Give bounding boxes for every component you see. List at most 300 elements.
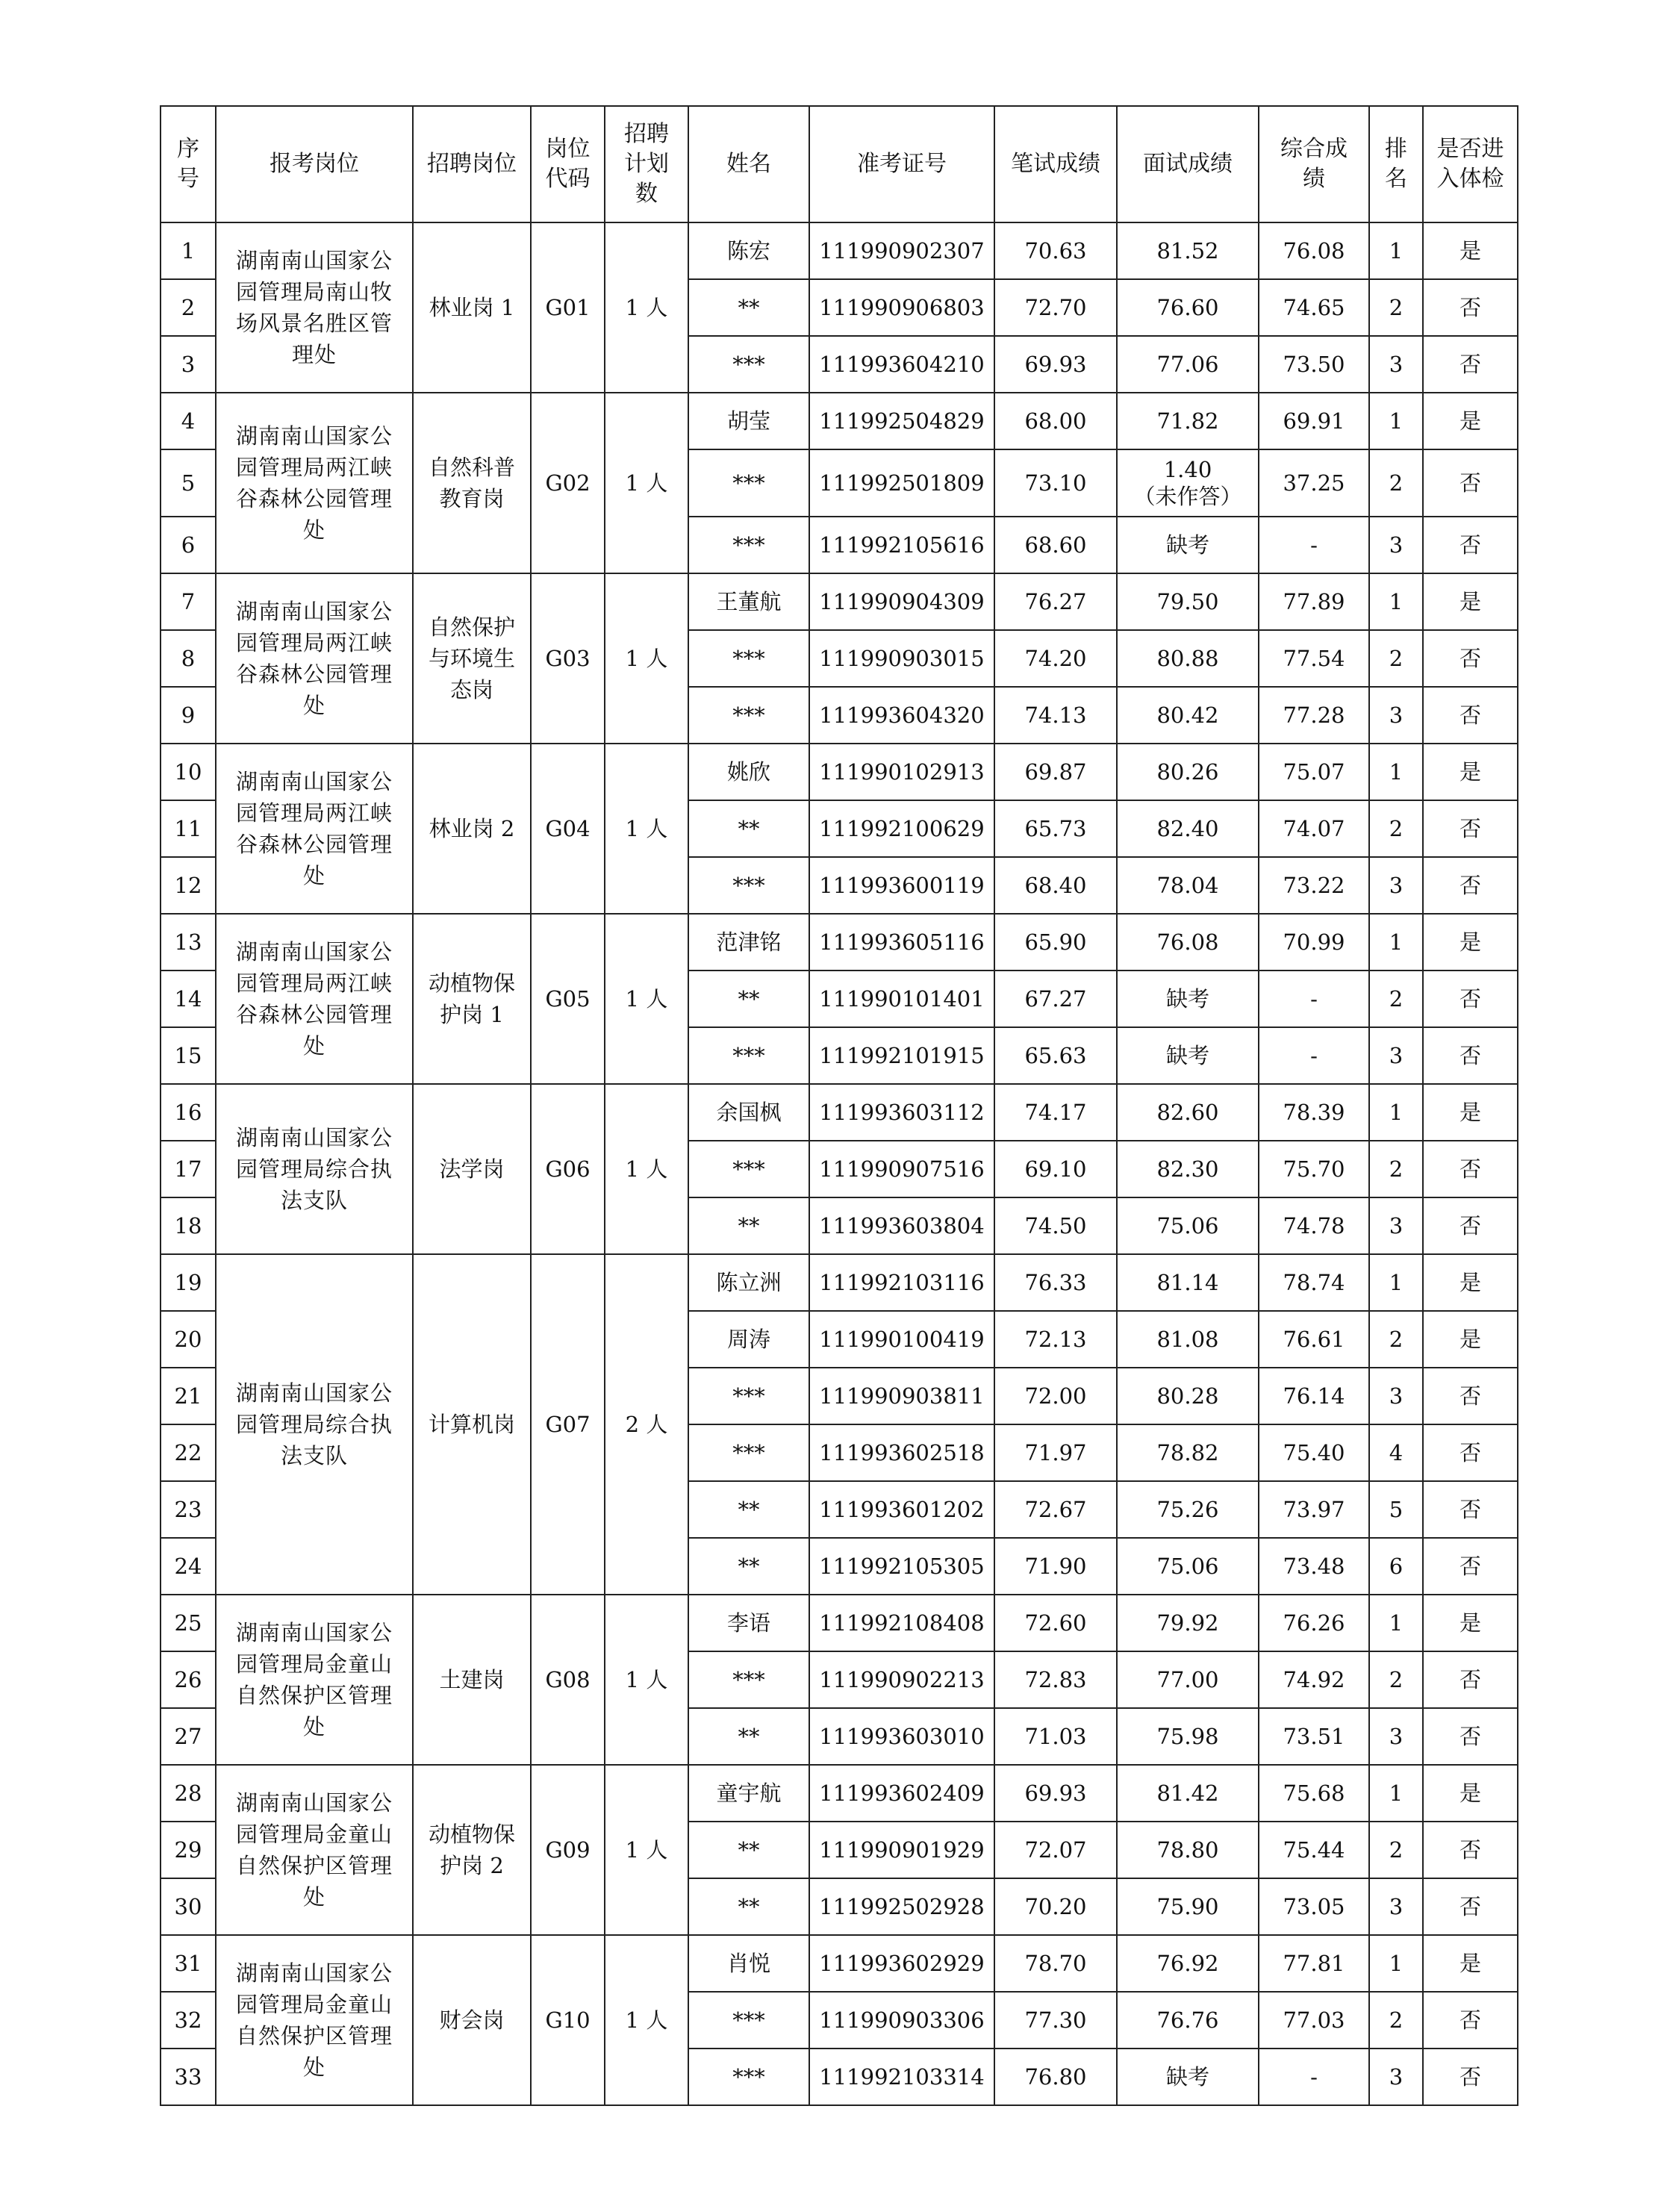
- ticket-cell: 111990902213: [809, 1651, 994, 1708]
- rank-cell: 1: [1369, 1084, 1423, 1141]
- rank-cell: 2: [1369, 630, 1423, 687]
- seq-cell: 12: [161, 857, 216, 914]
- interview-score-cell: 75.26: [1117, 1481, 1259, 1538]
- total-score-cell: 73.22: [1259, 857, 1369, 914]
- ticket-cell: 111990903015: [809, 630, 994, 687]
- name-cell: ***: [688, 1141, 809, 1197]
- table-row: [161, 222, 1518, 279]
- written-score-cell: 76.80: [994, 2049, 1117, 2105]
- physical-exam-cell: 否: [1423, 1481, 1518, 1538]
- name-cell: 周涛: [688, 1311, 809, 1368]
- ticket-cell: 111990101401: [809, 971, 994, 1027]
- interview-score-cell: 77.06: [1117, 336, 1259, 393]
- name-cell: 范津铭: [688, 914, 809, 971]
- table-row: [161, 1935, 1518, 1992]
- seq-cell: 31: [161, 1935, 216, 1992]
- seq-cell: 9: [161, 687, 216, 744]
- apply-post-cell: 湖南南山国家公园管理局两江峡谷森林公园管理处: [216, 914, 413, 1084]
- rank-cell: 3: [1369, 1708, 1423, 1765]
- total-score-cell: 76.14: [1259, 1368, 1369, 1424]
- results-table-body: [161, 222, 1518, 2105]
- ticket-cell: 111992103314: [809, 2049, 994, 2105]
- ticket-cell: 111993602929: [809, 1935, 994, 1992]
- ticket-cell: 111993605116: [809, 914, 994, 971]
- name-cell: 陈宏: [688, 222, 809, 279]
- interview-score-cell: 76.08: [1117, 914, 1259, 971]
- total-score-cell: 74.07: [1259, 800, 1369, 857]
- name-cell: 肖悦: [688, 1935, 809, 1992]
- seq-cell: 8: [161, 630, 216, 687]
- name-cell: **: [688, 1878, 809, 1935]
- total-score-cell: 77.54: [1259, 630, 1369, 687]
- plan-cell: 1 人: [605, 573, 688, 744]
- header-apply-post: 报考岗位: [216, 106, 413, 222]
- seq-cell: 23: [161, 1481, 216, 1538]
- ticket-cell: 111993602409: [809, 1765, 994, 1822]
- interview-score-cell: 82.40: [1117, 800, 1259, 857]
- rank-cell: 2: [1369, 1822, 1423, 1878]
- table-row: [161, 1084, 1518, 1141]
- seq-cell: 2: [161, 279, 216, 336]
- ticket-cell: 111992504829: [809, 393, 994, 449]
- interview-score-cell: 81.08: [1117, 1311, 1259, 1368]
- plan-cell: 1 人: [605, 1935, 688, 2105]
- plan-cell: 1 人: [605, 393, 688, 573]
- written-score-cell: 65.63: [994, 1027, 1117, 1084]
- written-score-cell: 70.63: [994, 222, 1117, 279]
- total-score-cell: 77.03: [1259, 1992, 1369, 2049]
- ticket-cell: 111990903306: [809, 1992, 994, 2049]
- apply-post-cell: 湖南南山国家公园管理局两江峡谷森林公园管理处: [216, 744, 413, 914]
- physical-exam-cell: 否: [1423, 1368, 1518, 1424]
- seq-cell: 26: [161, 1651, 216, 1708]
- rank-cell: 5: [1369, 1481, 1423, 1538]
- interview-score-cell: 71.82: [1117, 393, 1259, 449]
- name-cell: **: [688, 279, 809, 336]
- seq-cell: 22: [161, 1424, 216, 1481]
- physical-exam-cell: 否: [1423, 1822, 1518, 1878]
- interview-score-cell: 75.98: [1117, 1708, 1259, 1765]
- ticket-cell: 111992502928: [809, 1878, 994, 1935]
- written-score-cell: 68.60: [994, 517, 1117, 573]
- apply-post-cell: 湖南南山国家公园管理局两江峡谷森林公园管理处: [216, 573, 413, 744]
- physical-exam-cell: 否: [1423, 517, 1518, 573]
- apply-post-cell: 湖南南山国家公园管理局金童山自然保护区管理处: [216, 1595, 413, 1765]
- ticket-cell: 111992501809: [809, 449, 994, 517]
- total-score-cell: 76.26: [1259, 1595, 1369, 1651]
- seq-cell: 4: [161, 393, 216, 449]
- total-score-cell: 75.70: [1259, 1141, 1369, 1197]
- rank-cell: 3: [1369, 687, 1423, 744]
- total-score-cell: 70.99: [1259, 914, 1369, 971]
- interview-score-cell: 76.60: [1117, 279, 1259, 336]
- ticket-cell: 111990903811: [809, 1368, 994, 1424]
- rank-cell: 3: [1369, 336, 1423, 393]
- seq-cell: 33: [161, 2049, 216, 2105]
- interview-score-cell: 76.76: [1117, 1992, 1259, 2049]
- total-score-cell: 75.68: [1259, 1765, 1369, 1822]
- physical-exam-cell: 否: [1423, 971, 1518, 1027]
- physical-exam-cell: 否: [1423, 1878, 1518, 1935]
- ticket-cell: 111992100629: [809, 800, 994, 857]
- written-score-cell: 69.10: [994, 1141, 1117, 1197]
- table-row: [161, 744, 1518, 800]
- ticket-cell: 111992108408: [809, 1595, 994, 1651]
- rank-cell: 3: [1369, 2049, 1423, 2105]
- interview-score-cell: 82.60: [1117, 1084, 1259, 1141]
- ticket-cell: 111993600119: [809, 857, 994, 914]
- name-cell: 李语: [688, 1595, 809, 1651]
- written-score-cell: 78.70: [994, 1935, 1117, 1992]
- written-score-cell: 72.67: [994, 1481, 1117, 1538]
- physical-exam-cell: 否: [1423, 1141, 1518, 1197]
- recruit-post-cell: 自然科普教育岗: [413, 393, 531, 573]
- physical-exam-cell: 否: [1423, 1424, 1518, 1481]
- rank-cell: 1: [1369, 1254, 1423, 1311]
- post-code-cell: G10: [531, 1935, 605, 2105]
- recruit-post-cell: 自然保护与环境生态岗: [413, 573, 531, 744]
- name-cell: 胡莹: [688, 393, 809, 449]
- header-plan: 招聘计划数: [605, 106, 688, 222]
- plan-cell: 1 人: [605, 744, 688, 914]
- seq-cell: 6: [161, 517, 216, 573]
- table-row: [161, 1765, 1518, 1822]
- interview-score-cell: 80.88: [1117, 630, 1259, 687]
- table-row: [161, 1595, 1518, 1651]
- recruit-post-cell: 林业岗 2: [413, 744, 531, 914]
- post-code-cell: G03: [531, 573, 605, 744]
- ticket-cell: 111990102913: [809, 744, 994, 800]
- plan-cell: 1 人: [605, 1084, 688, 1254]
- ticket-cell: 111990906803: [809, 279, 994, 336]
- interview-score-note: （未作答）: [1133, 484, 1242, 509]
- rank-cell: 1: [1369, 1595, 1423, 1651]
- written-score-cell: 74.50: [994, 1197, 1117, 1254]
- total-score-cell: 77.81: [1259, 1935, 1369, 1992]
- physical-exam-cell: 否: [1423, 1197, 1518, 1254]
- physical-exam-cell: 否: [1423, 687, 1518, 744]
- total-score-cell: 75.40: [1259, 1424, 1369, 1481]
- rank-cell: 2: [1369, 1992, 1423, 2049]
- recruit-post-cell: 财会岗: [413, 1935, 531, 2105]
- written-score-cell: 70.20: [994, 1878, 1117, 1935]
- rank-cell: 2: [1369, 279, 1423, 336]
- rank-cell: 1: [1369, 573, 1423, 630]
- seq-cell: 19: [161, 1254, 216, 1311]
- ticket-cell: 111993601202: [809, 1481, 994, 1538]
- plan-cell: 1 人: [605, 1595, 688, 1765]
- total-score-cell: 76.08: [1259, 222, 1369, 279]
- total-score-cell: 74.78: [1259, 1197, 1369, 1254]
- physical-exam-cell: 否: [1423, 449, 1518, 517]
- name-cell: **: [688, 1822, 809, 1878]
- written-score-cell: 71.90: [994, 1538, 1117, 1595]
- name-cell: **: [688, 1481, 809, 1538]
- interview-score-cell: 76.92: [1117, 1935, 1259, 1992]
- interview-score-cell: 81.52: [1117, 222, 1259, 279]
- apply-post-cell: 湖南南山国家公园管理局金童山自然保护区管理处: [216, 1765, 413, 1935]
- total-score-cell: 73.97: [1259, 1481, 1369, 1538]
- written-score-cell: 69.87: [994, 744, 1117, 800]
- total-score-cell: 73.50: [1259, 336, 1369, 393]
- name-cell: **: [688, 1538, 809, 1595]
- seq-cell: 18: [161, 1197, 216, 1254]
- name-cell: **: [688, 1708, 809, 1765]
- physical-exam-cell: 是: [1423, 1935, 1518, 1992]
- written-score-cell: 68.00: [994, 393, 1117, 449]
- rank-cell: 3: [1369, 1368, 1423, 1424]
- rank-cell: 2: [1369, 1141, 1423, 1197]
- rank-cell: 1: [1369, 1765, 1423, 1822]
- rank-cell: 4: [1369, 1424, 1423, 1481]
- table-row: [161, 573, 1518, 630]
- ticket-cell: 111992103116: [809, 1254, 994, 1311]
- rank-cell: 1: [1369, 222, 1423, 279]
- written-score-cell: 72.83: [994, 1651, 1117, 1708]
- written-score-cell: 72.60: [994, 1595, 1117, 1651]
- header-ticket: 准考证号: [809, 106, 994, 222]
- interview-score-cell: 缺考: [1117, 2049, 1259, 2105]
- written-score-cell: 77.30: [994, 1992, 1117, 2049]
- ticket-cell: 111990907516: [809, 1141, 994, 1197]
- rank-cell: 3: [1369, 1197, 1423, 1254]
- rank-cell: 6: [1369, 1538, 1423, 1595]
- written-score-cell: 69.93: [994, 1765, 1117, 1822]
- apply-post-cell: 湖南南山国家公园管理局综合执法支队: [216, 1084, 413, 1254]
- ticket-cell: 111993604210: [809, 336, 994, 393]
- written-score-cell: 71.97: [994, 1424, 1117, 1481]
- plan-cell: 1 人: [605, 914, 688, 1084]
- header-total: 综合成绩: [1259, 106, 1369, 222]
- physical-exam-cell: 是: [1423, 914, 1518, 971]
- interview-score-cell: 80.42: [1117, 687, 1259, 744]
- total-score-cell: 76.61: [1259, 1311, 1369, 1368]
- header-written: 笔试成绩: [994, 106, 1117, 222]
- seq-cell: 20: [161, 1311, 216, 1368]
- interview-score-cell: 78.82: [1117, 1424, 1259, 1481]
- written-score-cell: 76.33: [994, 1254, 1117, 1311]
- physical-exam-cell: 是: [1423, 1595, 1518, 1651]
- written-score-cell: 72.13: [994, 1311, 1117, 1368]
- written-score-cell: 72.07: [994, 1822, 1117, 1878]
- physical-exam-cell: 是: [1423, 1765, 1518, 1822]
- rank-cell: 2: [1369, 800, 1423, 857]
- ticket-cell: 111993604320: [809, 687, 994, 744]
- total-score-cell: 77.28: [1259, 687, 1369, 744]
- name-cell: **: [688, 971, 809, 1027]
- physical-exam-cell: 否: [1423, 1992, 1518, 2049]
- written-score-cell: 67.27: [994, 971, 1117, 1027]
- apply-post-cell: 湖南南山国家公园管理局两江峡谷森林公园管理处: [216, 393, 413, 573]
- name-cell: 余国枫: [688, 1084, 809, 1141]
- interview-score-cell: 80.28: [1117, 1368, 1259, 1424]
- recruit-post-cell: 法学岗: [413, 1084, 531, 1254]
- written-score-cell: 73.10: [994, 449, 1117, 517]
- written-score-cell: 68.40: [994, 857, 1117, 914]
- total-score-cell: 75.07: [1259, 744, 1369, 800]
- written-score-cell: 72.00: [994, 1368, 1117, 1424]
- total-score-cell: -: [1259, 971, 1369, 1027]
- recruit-post-cell: 林业岗 1: [413, 222, 531, 393]
- header-interview: 面试成绩: [1117, 106, 1259, 222]
- name-cell: 陈立洲: [688, 1254, 809, 1311]
- rank-cell: 1: [1369, 744, 1423, 800]
- header-rank: 排名: [1369, 106, 1423, 222]
- ticket-cell: 111992101915: [809, 1027, 994, 1084]
- name-cell: ***: [688, 687, 809, 744]
- table-row: [161, 393, 1518, 449]
- physical-exam-cell: 否: [1423, 1027, 1518, 1084]
- name-cell: ***: [688, 517, 809, 573]
- seq-cell: 5: [161, 449, 216, 517]
- seq-cell: 27: [161, 1708, 216, 1765]
- header-name: 姓名: [688, 106, 809, 222]
- name-cell: 王董航: [688, 573, 809, 630]
- table-row: [161, 1254, 1518, 1311]
- physical-exam-cell: 是: [1423, 573, 1518, 630]
- physical-exam-cell: 否: [1423, 1708, 1518, 1765]
- total-score-cell: 37.25: [1259, 449, 1369, 517]
- name-cell: ***: [688, 336, 809, 393]
- physical-exam-cell: 是: [1423, 393, 1518, 449]
- seq-cell: 14: [161, 971, 216, 1027]
- name-cell: ***: [688, 2049, 809, 2105]
- total-score-cell: 74.92: [1259, 1651, 1369, 1708]
- total-score-cell: -: [1259, 517, 1369, 573]
- rank-cell: 2: [1369, 1311, 1423, 1368]
- written-score-cell: 69.93: [994, 336, 1117, 393]
- interview-score-cell: 缺考: [1117, 971, 1259, 1027]
- written-score-cell: 74.20: [994, 630, 1117, 687]
- ticket-cell: 111990902307: [809, 222, 994, 279]
- name-cell: 姚欣: [688, 744, 809, 800]
- seq-cell: 21: [161, 1368, 216, 1424]
- ticket-cell: 111992105305: [809, 1538, 994, 1595]
- seq-cell: 32: [161, 1992, 216, 2049]
- physical-exam-cell: 否: [1423, 336, 1518, 393]
- physical-exam-cell: 否: [1423, 800, 1518, 857]
- post-code-cell: G02: [531, 393, 605, 573]
- physical-exam-cell: 是: [1423, 1084, 1518, 1141]
- physical-exam-cell: 是: [1423, 1311, 1518, 1368]
- ticket-cell: 111993603804: [809, 1197, 994, 1254]
- header-row: [161, 106, 1518, 222]
- rank-cell: 2: [1369, 971, 1423, 1027]
- written-score-cell: 74.13: [994, 687, 1117, 744]
- seq-cell: 10: [161, 744, 216, 800]
- header-post-code: 岗位代码: [531, 106, 605, 222]
- post-code-cell: G05: [531, 914, 605, 1084]
- name-cell: ***: [688, 1992, 809, 2049]
- post-code-cell: G06: [531, 1084, 605, 1254]
- seq-cell: 15: [161, 1027, 216, 1084]
- interview-score-cell: 82.30: [1117, 1141, 1259, 1197]
- total-score-cell: 69.91: [1259, 393, 1369, 449]
- interview-score-cell: 80.26: [1117, 744, 1259, 800]
- header-physical: 是否进入体检: [1423, 106, 1518, 222]
- total-score-cell: 75.44: [1259, 1822, 1369, 1878]
- recruit-post-cell: 动植物保护岗 1: [413, 914, 531, 1084]
- seq-cell: 16: [161, 1084, 216, 1141]
- name-cell: ***: [688, 1651, 809, 1708]
- physical-exam-cell: 否: [1423, 1538, 1518, 1595]
- apply-post-cell: 湖南南山国家公园管理局综合执法支队: [216, 1254, 413, 1595]
- seq-cell: 1: [161, 222, 216, 279]
- written-score-cell: 65.73: [994, 800, 1117, 857]
- name-cell: ***: [688, 857, 809, 914]
- post-code-cell: G08: [531, 1595, 605, 1765]
- total-score-cell: 73.48: [1259, 1538, 1369, 1595]
- recruit-post-cell: 土建岗: [413, 1595, 531, 1765]
- rank-cell: 3: [1369, 1878, 1423, 1935]
- physical-exam-cell: 否: [1423, 1651, 1518, 1708]
- interview-score-cell: [1117, 449, 1259, 517]
- name-cell: **: [688, 800, 809, 857]
- interview-score-cell: 75.06: [1117, 1197, 1259, 1254]
- post-code-cell: G01: [531, 222, 605, 393]
- seq-cell: 28: [161, 1765, 216, 1822]
- seq-cell: 24: [161, 1538, 216, 1595]
- seq-cell: 3: [161, 336, 216, 393]
- name-cell: ***: [688, 449, 809, 517]
- total-score-cell: 73.05: [1259, 1878, 1369, 1935]
- written-score-cell: 65.90: [994, 914, 1117, 971]
- seq-cell: 29: [161, 1822, 216, 1878]
- ticket-cell: 111993602518: [809, 1424, 994, 1481]
- rank-cell: 1: [1369, 914, 1423, 971]
- interview-score-cell: 81.14: [1117, 1254, 1259, 1311]
- physical-exam-cell: 否: [1423, 2049, 1518, 2105]
- seq-cell: 11: [161, 800, 216, 857]
- plan-cell: 1 人: [605, 222, 688, 393]
- physical-exam-cell: 是: [1423, 1254, 1518, 1311]
- post-code-cell: G09: [531, 1765, 605, 1935]
- physical-exam-cell: 否: [1423, 630, 1518, 687]
- total-score-cell: 78.39: [1259, 1084, 1369, 1141]
- interview-score-cell: 缺考: [1117, 1027, 1259, 1084]
- interview-score-cell: 79.92: [1117, 1595, 1259, 1651]
- rank-cell: 3: [1369, 857, 1423, 914]
- seq-cell: 30: [161, 1878, 216, 1935]
- apply-post-cell: 湖南南山国家公园管理局南山牧场风景名胜区管理处: [216, 222, 413, 393]
- rank-cell: 3: [1369, 1027, 1423, 1084]
- ticket-cell: 111993603112: [809, 1084, 994, 1141]
- seq-cell: 17: [161, 1141, 216, 1197]
- written-score-cell: 71.03: [994, 1708, 1117, 1765]
- header-seq: 序号: [161, 106, 216, 222]
- physical-exam-cell: 是: [1423, 744, 1518, 800]
- interview-score-cell: 79.50: [1117, 573, 1259, 630]
- total-score-cell: -: [1259, 2049, 1369, 2105]
- rank-cell: 2: [1369, 449, 1423, 517]
- written-score-cell: 72.70: [994, 279, 1117, 336]
- rank-cell: 1: [1369, 1935, 1423, 1992]
- apply-post-cell: 湖南南山国家公园管理局金童山自然保护区管理处: [216, 1935, 413, 2105]
- interview-score-cell: 81.42: [1117, 1765, 1259, 1822]
- rank-cell: 1: [1369, 393, 1423, 449]
- ticket-cell: 111990100419: [809, 1311, 994, 1368]
- interview-score-cell: 75.90: [1117, 1878, 1259, 1935]
- name-cell: ***: [688, 1027, 809, 1084]
- interview-score-value: 1.40: [1163, 457, 1212, 482]
- written-score-cell: 74.17: [994, 1084, 1117, 1141]
- name-cell: ***: [688, 1424, 809, 1481]
- ticket-cell: 111992105616: [809, 517, 994, 573]
- results-table: [160, 105, 1518, 2106]
- physical-exam-cell: 否: [1423, 857, 1518, 914]
- plan-cell: 1 人: [605, 1765, 688, 1935]
- rank-cell: 2: [1369, 1651, 1423, 1708]
